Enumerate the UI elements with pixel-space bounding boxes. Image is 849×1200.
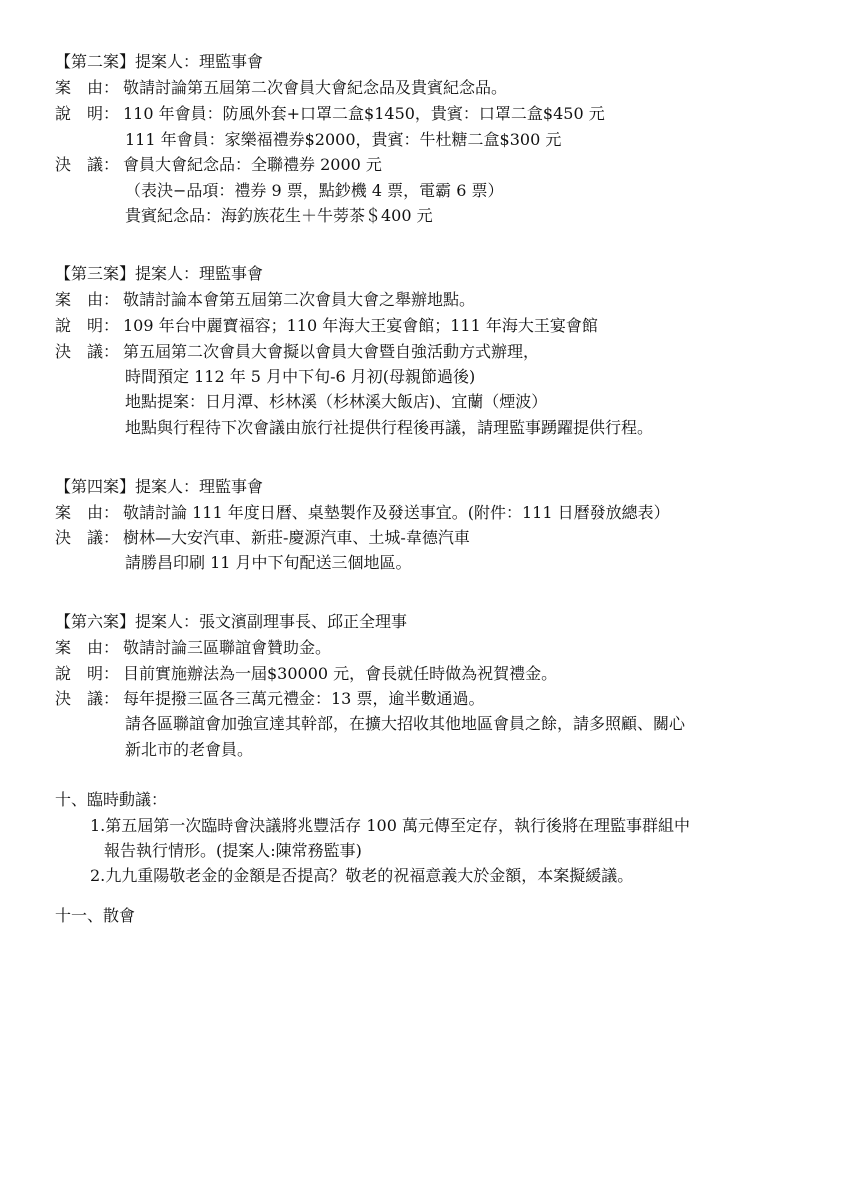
- case4-resolution: [55, 528, 470, 548]
- case2-resolution: [55, 155, 382, 175]
- case3-explain-line: 109 年台中麗寶福容；110 年海大王宴會館；111 年海大王宴會館: [123, 316, 598, 335]
- case2-explain-line: 111 年會員：家樂福禮券$2000，貴賓：牛杜糖二盒$300 元: [125, 130, 562, 149]
- case2-resolution-line: 貴賓紀念品：海釣族花生＋牛蒡茶＄400 元: [125, 206, 433, 225]
- case2-reason: [55, 78, 507, 98]
- case6-resolution-line: 請各區聯誼會加強宣達其幹部，在擴大招收其他地區會員之餘，請多照顧、關心: [125, 714, 686, 733]
- case6-explain: [55, 664, 557, 684]
- case3-resolution-line: 地點與行程待下次會議由旅行社提供行程後再議，請理監事踴躍提供行程。: [125, 418, 654, 437]
- case2-explain-line: 110 年會員：防風外套+口罩二盒$1450，貴賓：口罩二盒$450 元: [123, 104, 605, 123]
- case2-header: 【第二案】提案人：理監事會: [55, 52, 264, 71]
- case2-explain: [55, 104, 605, 124]
- case4-header: 【第四案】提案人：理監事會: [55, 477, 264, 496]
- case3-explain: [55, 316, 598, 336]
- case4-resolution-label: 決 議：: [55, 528, 120, 547]
- case3-reason-text: 敬請討論本會第五屆第二次會員大會之舉辦地點。: [123, 290, 476, 309]
- case6-resolution-line: 新北市的老會員。: [125, 740, 254, 759]
- case4-resolution-line: 請勝昌印刷 11 月中下旬配送三個地區。: [125, 553, 412, 572]
- case3-resolution-line: 第五屆第二次會員大會擬以會員大會暨自強活動方式辦理，: [123, 342, 540, 361]
- case6-resolution: [55, 689, 484, 709]
- case3-resolution-label: 決 議：: [55, 342, 120, 361]
- section10-item: 報告執行情形。(提案人:陳常務監事): [104, 841, 362, 860]
- case2-reason-label: 案 由：: [55, 78, 120, 97]
- case4-reason-text: 敬請討論 111 年度日曆、桌墊製作及發送事宜。(附件：111 日曆發放總表）: [123, 503, 670, 522]
- case3-resolution-line: 地點提案：日月潭、杉林溪（杉林溪大飯店)、宜蘭（煙波）: [125, 392, 548, 411]
- section10-title: 十、臨時動議：: [55, 790, 168, 809]
- case2-resolution-line: 會員大會紀念品：全聯禮券 2000 元: [123, 155, 382, 174]
- case3-reason-label: 案 由：: [55, 290, 120, 309]
- case6-reason-text: 敬請討論三區聯誼會贊助金。: [123, 638, 332, 657]
- case2-resolution-label: 決 議：: [55, 155, 120, 174]
- section11-title: 十一、散會: [55, 906, 136, 925]
- case6-resolution-label: 決 議：: [55, 689, 120, 708]
- case3-header: 【第三案】提案人：理監事會: [55, 264, 264, 283]
- case6-explain-line: 目前實施辦法為一屆$30000 元，會長就任時做為祝賀禮金。: [123, 664, 558, 683]
- case6-reason: [55, 638, 331, 658]
- case3-resolution: [55, 342, 539, 362]
- case2-explain-label: 說 明：: [55, 104, 120, 123]
- case2-reason-text: 敬請討論第五屆第二次會員大會紀念品及貴賓紀念品。: [123, 78, 508, 97]
- case4-reason-label: 案 由：: [55, 503, 120, 522]
- case6-reason-label: 案 由：: [55, 638, 120, 657]
- case3-explain-label: 說 明：: [55, 316, 120, 335]
- case6-explain-label: 說 明：: [55, 664, 120, 683]
- case6-header: 【第六案】提案人：張文濱副理事長、邱正全理事: [55, 612, 408, 631]
- section10-item: 1.第五屆第一次臨時會決議將兆豐活存 100 萬元傳至定存，執行後將在理監事群組中: [90, 816, 690, 835]
- section10-item: 2.九九重陽敬老金的金額是否提高？敬老的祝福意義大於金額，本案擬緩議。: [90, 866, 634, 885]
- case4-reason: [55, 503, 670, 523]
- case6-resolution-line: 每年提撥三區各三萬元禮金：13 票，逾半數通過。: [123, 689, 485, 708]
- case2-resolution-line: （表決−品項：禮券 9 票，點鈔機 4 票，電霸 6 票）: [125, 181, 504, 200]
- case3-reason: [55, 290, 475, 310]
- case4-resolution-line: 樹林—大安汽車、新莊-慶源汽車、土城-韋德汽車: [123, 528, 470, 547]
- case3-resolution-line: 時間預定 112 年 5 月中下旬-6 月初(母親節過後): [125, 367, 476, 386]
